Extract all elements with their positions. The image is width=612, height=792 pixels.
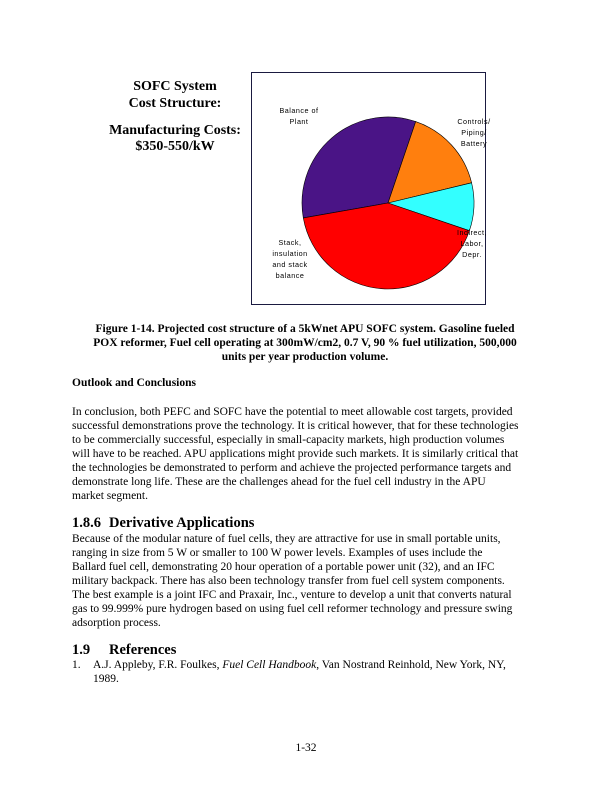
references-heading <box>72 642 176 659</box>
outlook-line: the technologies be demonstrated to perform and achieve the projected performance targets and <box>72 462 512 474</box>
label-stack-2: insulation <box>272 249 308 258</box>
system-title <box>100 78 250 112</box>
outlook-line: successful demonstrations prove the technology. It is critical however, that for these technologies <box>72 420 519 432</box>
outlook-heading: Outlook and Conclusions <box>72 377 196 389</box>
system-title-line1: SOFC System <box>133 79 217 94</box>
label-controls-3: Battery <box>460 139 488 148</box>
page-number: 1-32 <box>295 742 317 754</box>
label-balance-of-plant-2: Plant <box>289 117 309 126</box>
label-balance-of-plant-1: Balance of <box>279 106 319 115</box>
derivative-section-title: Derivative Applications <box>109 515 255 531</box>
reference-index: 1. <box>72 659 81 671</box>
label-stack-3: and stack <box>272 260 308 269</box>
derivative-line: Ballard fuel cell, demonstrating 20 hour operation of a portable power unit (32), and an IFC <box>72 561 495 573</box>
manufacturing-costs <box>100 123 250 155</box>
outlook-line: to be commercially successful, especially in small-capacity markets, high production volumes <box>72 434 505 446</box>
caption-line2: POX reformer, Fuel cell operating at 300mW/cm2, 0.7 V, 90 % fuel utilization, 500,000 <box>93 337 517 349</box>
outlook-paragraph <box>72 405 544 503</box>
reference-title: Fuel Cell Handbook <box>222 659 317 671</box>
label-controls-2: Piping/ <box>461 128 487 137</box>
figure-caption <box>60 322 550 364</box>
reference-year: 1989. <box>93 673 119 685</box>
caption-line3: units per year production volume. <box>221 351 389 363</box>
label-indirect-3: Depr. <box>462 250 482 259</box>
caption-line1: Figure 1-14. Projected cost structure of a 5kWnet APU SOFC system. Gasoline fueled <box>95 323 515 335</box>
derivative-paragraph <box>72 532 544 630</box>
references-section-title: References <box>109 642 177 658</box>
pie-chart-frame <box>251 72 491 305</box>
label-indirect-2: Labor, <box>460 239 484 248</box>
references-section-number: 1.9 <box>72 642 91 658</box>
derivative-line: military backpack. There has also been technology transfer from fuel cell system components. <box>72 575 505 587</box>
label-stack-4: balance <box>275 271 305 280</box>
outlook-line: market segment. <box>72 490 149 502</box>
derivative-line: gas to 99.999% pure hydrogen based on using fuel cell reformer technology and pressure swing <box>72 603 513 615</box>
reference-authors: A.J. Appleby, F.R. Foulkes, <box>93 659 223 671</box>
label-indirect-1: Indirect, <box>456 228 488 237</box>
derivative-line: adsorption process. <box>72 617 161 629</box>
outlook-line: will have to be reached. APU applications might provide such markets. It is similarly critical that <box>72 448 519 460</box>
label-stack-1: Stack, <box>278 238 302 247</box>
outlook-line: demonstrate long life. These are the challenges ahead for the fuel cell industry in the APU <box>72 476 486 488</box>
cost-value: $350-550/kW <box>135 139 215 154</box>
label-controls-1: Controls/ <box>457 117 491 126</box>
derivative-line: Because of the modular nature of fuel cells, they are attractive for use in small portable units, <box>72 533 501 545</box>
derivative-section-number: 1.8.6 <box>72 515 101 531</box>
outlook-line: In conclusion, both PEFC and SOFC have the potential to meet allowable cost targets, provided <box>72 406 513 418</box>
reference-text <box>93 658 544 672</box>
reference-publisher: , Van Nostrand Reinhold, New York, NY, <box>316 659 506 671</box>
derivative-line: ranging in size from 5 W or smaller to 100 W power levels. Examples of uses include the <box>72 547 483 559</box>
system-title-line2: Cost Structure: <box>128 96 222 111</box>
derivative-heading <box>72 515 254 532</box>
cost-label: Manufacturing Costs: <box>109 123 241 138</box>
pie-chart <box>252 73 491 306</box>
derivative-line: The best example is a joint IFC and Praxair, Inc., venture to develop a unit that converts natural <box>72 589 512 601</box>
